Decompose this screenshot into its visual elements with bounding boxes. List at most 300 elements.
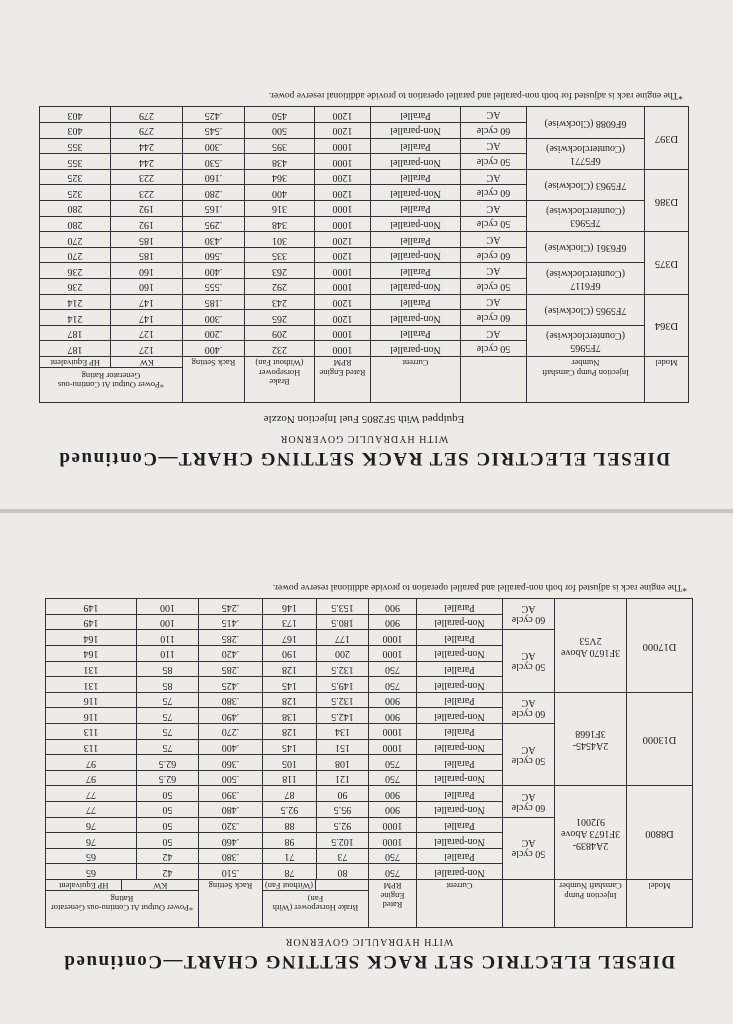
cell: 88 [263, 817, 317, 833]
cell: 95.5 [317, 802, 369, 818]
header-model: Model [627, 880, 693, 928]
cell: 160 [111, 263, 183, 279]
bottom-chart-subtitle: WITH HYDRAULIC GOVERNOR [284, 936, 454, 947]
cell: 200 [317, 646, 369, 662]
model-cell: D375 [645, 232, 689, 294]
cycle-cell: 50 cycle [461, 154, 527, 170]
cell: 131 [46, 661, 137, 677]
header-hp-equivalent: HP Equivalent [59, 880, 109, 891]
cycle-cell: AC [461, 263, 527, 279]
cell: .510 [199, 864, 263, 880]
cell: 116 [46, 692, 137, 708]
cycle-cell: AC [461, 169, 527, 185]
header-current: Current [371, 357, 461, 403]
cell: 900 [369, 786, 417, 802]
header-power-output: *Power Output At Continu-ous Generator Rating [46, 890, 198, 915]
cell: Parallel [371, 325, 461, 341]
cell: 149 [46, 614, 137, 630]
cell: 77 [46, 786, 137, 802]
cell: 77 [46, 802, 137, 818]
cell: 1000 [315, 138, 371, 154]
cycle-cell: 50 cycle [461, 216, 527, 232]
cell: 76 [46, 817, 137, 833]
cell: .285 [199, 630, 263, 646]
cell: 73 [317, 848, 369, 864]
cell: 400 [245, 185, 315, 201]
header-pump: Injection Pump Camshaft Number [527, 357, 645, 403]
cycle-cell: AC [461, 325, 527, 341]
cell: 134 [317, 724, 369, 740]
cycle-cell: AC [461, 138, 527, 154]
header-kw: KW [122, 880, 199, 890]
cell: .425 [183, 107, 245, 123]
cell: 1000 [315, 201, 371, 217]
header-rated-rpm: Rated Engine RPM [369, 880, 417, 928]
cell: 1000 [369, 646, 417, 662]
table-row [40, 341, 689, 357]
cell: 85 [137, 661, 199, 677]
cycle-cell: 60 cycle AC [503, 599, 555, 630]
top-rack-table [39, 107, 689, 404]
header-kw: KW [111, 357, 183, 367]
cell: .400 [183, 263, 245, 279]
cell: 236 [40, 279, 111, 295]
cell: 98 [263, 833, 317, 849]
cell: .160 [183, 169, 245, 185]
cell: 348 [245, 216, 315, 232]
cell: .300 [183, 138, 245, 154]
cell: 750 [369, 677, 417, 693]
cell: 97 [46, 770, 137, 786]
cell: 263 [245, 263, 315, 279]
cell: 65 [46, 864, 137, 880]
cell: 132.5 [317, 661, 369, 677]
cell: Parallel [417, 692, 503, 708]
cell: 280 [40, 201, 111, 217]
table-row [46, 677, 693, 693]
cell: Parallel [417, 599, 503, 615]
cell: 270 [40, 247, 111, 263]
cell: Parallel [417, 786, 503, 802]
model-cell: D364 [645, 294, 689, 356]
cell: .200 [183, 325, 245, 341]
cell: .270 [199, 724, 263, 740]
cell: Parallel [371, 138, 461, 154]
cell: 1200 [315, 107, 371, 123]
cell: 164 [46, 630, 137, 646]
cell: 167 [263, 630, 317, 646]
pump-cell: 3F1670 Above 2V53 [555, 599, 627, 693]
cell: 1200 [315, 123, 371, 139]
cell: 1200 [315, 294, 371, 310]
cell: 243 [245, 294, 315, 310]
model-cell: D8800 [627, 786, 693, 880]
pump-cell: 2A4545-3F1668 [555, 692, 627, 786]
cell: 97 [46, 755, 137, 771]
cell: 403 [40, 123, 111, 139]
top-chart-nozzle-note: Equipped With 5F2805 Fuel Injection Nozzle [263, 413, 465, 425]
cell: 108 [317, 755, 369, 771]
cell: 1000 [315, 216, 371, 232]
cell: 62.5 [137, 770, 199, 786]
cycle-cell: 50 cycle [461, 341, 527, 357]
cell: 80 [317, 864, 369, 880]
cell: 78 [263, 864, 317, 880]
cell: .480 [199, 802, 263, 818]
cell: .185 [183, 294, 245, 310]
cell: 244 [111, 138, 183, 154]
cell: 192 [111, 201, 183, 217]
cell: Non-parallel [417, 677, 503, 693]
header-brake-hp: Brake Horsepower (Without Fan) [245, 357, 315, 403]
top-chart [39, 91, 689, 470]
cell: 105 [263, 755, 317, 771]
cell: Non-parallel [417, 739, 503, 755]
cell: 75 [137, 708, 199, 724]
cycle-cell: 60 cycle [461, 185, 527, 201]
cycle-cell: AC [461, 201, 527, 217]
cell: 292 [245, 279, 315, 295]
cell: 223 [111, 185, 183, 201]
cell: .420 [199, 646, 263, 662]
bottom-table-body [46, 599, 693, 880]
header-power-output: *Power Output At Continu-ous Generator Rating [40, 367, 182, 392]
cell: 192 [111, 216, 183, 232]
header-rated-rpm: Rated Engine RPM [315, 357, 371, 403]
cell: 187 [40, 341, 111, 357]
model-cell: D13000 [627, 692, 693, 786]
cell: 335 [245, 247, 315, 263]
cell: 100 [137, 599, 199, 615]
cell: Parallel [371, 263, 461, 279]
table-row [40, 185, 689, 201]
cell: 85 [137, 677, 199, 693]
cell: 142.5 [317, 708, 369, 724]
cell: Parallel [371, 201, 461, 217]
cell: .390 [199, 786, 263, 802]
cell: 50 [137, 817, 199, 833]
pump-cell: 6F6088 (Clockwise) [527, 107, 645, 138]
bottom-page-rotated-content [0, 513, 733, 1024]
cell: Non-parallel [417, 646, 503, 662]
cell: 270 [40, 232, 111, 248]
cell: 62.5 [137, 755, 199, 771]
cell: 438 [245, 154, 315, 170]
cell: .490 [199, 708, 263, 724]
cycle-cell: 50 cycle [461, 279, 527, 295]
cell: 355 [40, 138, 111, 154]
cell: .295 [183, 216, 245, 232]
cell: 279 [111, 123, 183, 139]
cell: Parallel [417, 848, 503, 864]
bottom-chart-title: DIESEL ELECTRIC SET RACK SETTING CHART—Continued [62, 951, 676, 972]
cell: 42 [137, 864, 199, 880]
cell: 90 [317, 786, 369, 802]
cell: 100 [137, 614, 199, 630]
cycle-cell: 50 cycle AC [503, 724, 555, 786]
cell: 1200 [315, 232, 371, 248]
cell: 65 [46, 848, 137, 864]
cell: 87 [263, 786, 317, 802]
bottom-page [0, 513, 733, 1024]
header-rack-setting: Rack Setting [199, 880, 263, 928]
cell: 185 [111, 247, 183, 263]
cell: Non-parallel [371, 310, 461, 326]
model-cell: D397 [645, 107, 689, 169]
cell: Non-parallel [371, 341, 461, 357]
cell: 50 [137, 786, 199, 802]
cell: 145 [263, 739, 317, 755]
cycle-cell: AC [461, 294, 527, 310]
cell: 900 [369, 708, 417, 724]
table-row [40, 216, 689, 232]
cell: .165 [183, 201, 245, 217]
cell: 209 [245, 325, 315, 341]
cycle-cell: 50 cycle AC [503, 817, 555, 879]
cell: 128 [263, 661, 317, 677]
cell: 127 [111, 341, 183, 357]
cell: Non-parallel [371, 154, 461, 170]
header-cycle [503, 880, 555, 928]
cell: 76 [46, 833, 137, 849]
cell: .245 [199, 599, 263, 615]
cell: 1000 [315, 325, 371, 341]
cell: Non-parallel [371, 216, 461, 232]
cell: 900 [369, 614, 417, 630]
header-pump: Injection Pump Camshaft Number [555, 880, 627, 928]
cell: 50 [137, 802, 199, 818]
cell: 173 [263, 614, 317, 630]
cell: 1200 [315, 185, 371, 201]
cell: 395 [245, 138, 315, 154]
cell: .460 [199, 833, 263, 849]
cell: Non-parallel [371, 123, 461, 139]
cell: 750 [369, 755, 417, 771]
cell: 116 [46, 708, 137, 724]
cell: 153.5 [317, 599, 369, 615]
cell: 145 [263, 677, 317, 693]
cell: 750 [369, 864, 417, 880]
cell: .530 [183, 154, 245, 170]
cell: .400 [199, 739, 263, 755]
cell: 71 [263, 848, 317, 864]
cycle-cell: 60 cycle [461, 123, 527, 139]
cell: 355 [40, 154, 111, 170]
cell: 244 [111, 154, 183, 170]
cell: 132.5 [317, 692, 369, 708]
cell: 280 [40, 216, 111, 232]
cell: 177 [317, 630, 369, 646]
cell: 180.5 [317, 614, 369, 630]
cell: .425 [199, 677, 263, 693]
cell: 190 [263, 646, 317, 662]
cell: Parallel [417, 724, 503, 740]
table-row [40, 247, 689, 263]
cell: 42 [137, 848, 199, 864]
cycle-cell: 60 cycle AC [503, 692, 555, 723]
cell: 149 [46, 599, 137, 615]
cell: 1000 [315, 263, 371, 279]
cell: Parallel [417, 661, 503, 677]
table-row [46, 864, 693, 880]
cell: 301 [245, 232, 315, 248]
cell: .320 [199, 817, 263, 833]
cycle-cell: 50 cycle AC [503, 630, 555, 692]
cell: .555 [183, 279, 245, 295]
cell: 214 [40, 310, 111, 326]
cell: 128 [263, 724, 317, 740]
top-chart-title: DIESEL ELECTRIC SET RACK SETTING CHART—Continued [57, 448, 671, 469]
cell: Non-parallel [417, 614, 503, 630]
cell: 131 [46, 677, 137, 693]
cell: Parallel [371, 169, 461, 185]
cell: 113 [46, 724, 137, 740]
cell: 236 [40, 263, 111, 279]
header-rack-setting: Rack Setting [183, 357, 245, 403]
cell: Non-parallel [371, 247, 461, 263]
cell: 265 [245, 310, 315, 326]
cell: .360 [199, 755, 263, 771]
cycle-cell: 60 cycle [461, 247, 527, 263]
table-row [40, 123, 689, 139]
cell: 500 [245, 123, 315, 139]
cell: 75 [137, 692, 199, 708]
cell: 110 [137, 646, 199, 662]
cell: 147 [111, 294, 183, 310]
cell: .500 [199, 770, 263, 786]
cell: 138 [263, 708, 317, 724]
bottom-chart [45, 582, 693, 972]
cell: Parallel [371, 107, 461, 123]
pump-cell: 6F5771 (Counterclockwise) [527, 138, 645, 169]
cell: 1000 [315, 279, 371, 295]
table-row [40, 154, 689, 170]
cell: 279 [111, 107, 183, 123]
cell: 223 [111, 169, 183, 185]
header-hp-equivalent: HP Equivalent [50, 357, 100, 368]
cell: 147 [111, 310, 183, 326]
cell: 113 [46, 739, 137, 755]
cycle-cell: 60 cycle AC [503, 786, 555, 817]
cell: .560 [183, 247, 245, 263]
cell: Non-parallel [417, 864, 503, 880]
cell: 185 [111, 232, 183, 248]
pump-cell: 2A4839-3F1673 Above 9J2001 [555, 786, 627, 880]
cell: 325 [40, 185, 111, 201]
cell: 1200 [315, 310, 371, 326]
cell: 1000 [369, 724, 417, 740]
cell: 214 [40, 294, 111, 310]
cell: 118 [263, 770, 317, 786]
cell: 450 [245, 107, 315, 123]
cell: 1200 [315, 169, 371, 185]
pump-cell: 6F6361 (Clockwise) [527, 232, 645, 263]
cell: Non-parallel [371, 279, 461, 295]
cell: Parallel [417, 817, 503, 833]
cell: 146 [263, 599, 317, 615]
cell: 75 [137, 739, 199, 755]
model-cell: D17000 [627, 599, 693, 693]
cell: .400 [183, 341, 245, 357]
table-row [46, 770, 693, 786]
header-model: Model [645, 357, 689, 403]
bottom-footnote: *The engine rack is adjusted for both non-parallel and parallel operation to provide additional reserve power. [272, 582, 687, 593]
top-footnote: *The engine rack is adjusted for both non-parallel and parallel operation to provide additional reserve power. [268, 90, 683, 101]
cell: Non-parallel [417, 708, 503, 724]
cell: .285 [199, 661, 263, 677]
cell: .280 [183, 185, 245, 201]
cell: 1000 [315, 341, 371, 357]
cell: 110 [137, 630, 199, 646]
top-table-body [40, 107, 689, 357]
cell: 160 [111, 279, 183, 295]
cell: 1000 [369, 630, 417, 646]
cell: Parallel [417, 630, 503, 646]
cell: .430 [183, 232, 245, 248]
table-row [40, 279, 689, 295]
cell: 1000 [369, 817, 417, 833]
cell: Non-parallel [417, 833, 503, 849]
cell: .545 [183, 123, 245, 139]
cell: 325 [40, 169, 111, 185]
pump-cell: 6F6117 (Counterclockwise) [527, 263, 645, 294]
cell: 316 [245, 201, 315, 217]
pump-cell: 7F5963 (Counterclockwise) [527, 201, 645, 232]
cell: 900 [369, 692, 417, 708]
pump-cell: 7F5963 (Clockwise) [527, 169, 645, 200]
cell: Parallel [417, 755, 503, 771]
cell: 102.5 [317, 833, 369, 849]
cell: 121 [317, 770, 369, 786]
cell: .300 [183, 310, 245, 326]
top-chart-subtitle: WITH HYDRAULIC GOVERNOR [279, 433, 449, 444]
table-row [40, 310, 689, 326]
cycle-cell: AC [461, 107, 527, 123]
cell: .380 [199, 848, 263, 864]
cell: .415 [199, 614, 263, 630]
cell: 403 [40, 107, 111, 123]
cell: 187 [40, 325, 111, 341]
cell: 92.5 [263, 802, 317, 818]
cell: .380 [199, 692, 263, 708]
top-page-rotated-content [0, 0, 733, 511]
header-brake-hp: Brake Horsepower (With Fan) [263, 890, 368, 915]
cell: 750 [369, 661, 417, 677]
cell: 1000 [315, 154, 371, 170]
cell: Non-parallel [417, 770, 503, 786]
bottom-rack-table [45, 598, 693, 928]
cell: Parallel [371, 294, 461, 310]
cell: Non-parallel [417, 802, 503, 818]
pump-cell: 7F5965 (Clockwise) [527, 294, 645, 325]
cell: Parallel [371, 232, 461, 248]
cell: 92.5 [317, 817, 369, 833]
cell: Non-parallel [371, 185, 461, 201]
pump-cell: 7F5965 (Counterclockwise) [527, 325, 645, 356]
header-current: Current [417, 880, 503, 928]
cell: 750 [369, 848, 417, 864]
cell: 151 [317, 739, 369, 755]
cell: 149.5 [317, 677, 369, 693]
cell: 75 [137, 724, 199, 740]
cycle-cell: 60 cycle [461, 310, 527, 326]
cell: 1200 [315, 247, 371, 263]
model-cell: D386 [645, 169, 689, 231]
cell: 1000 [369, 739, 417, 755]
cell: 900 [369, 802, 417, 818]
cycle-cell: AC [461, 232, 527, 248]
cell: 364 [245, 169, 315, 185]
